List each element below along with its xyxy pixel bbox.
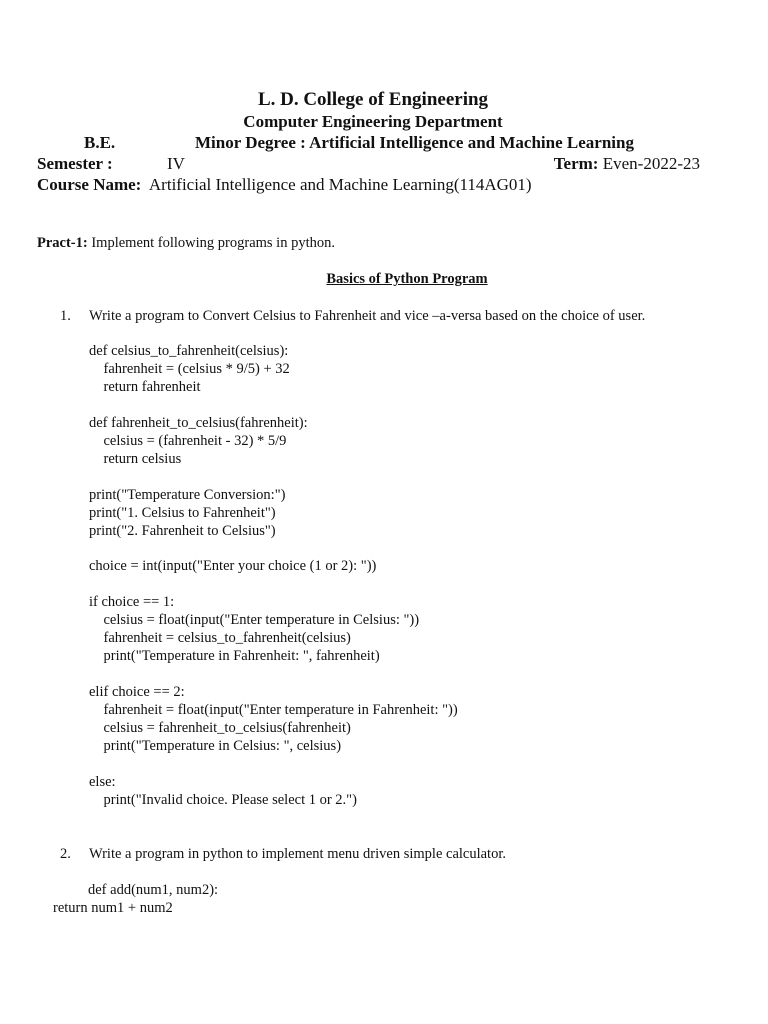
course-row bbox=[37, 175, 532, 195]
question-text: Write a program in python to implement menu driven simple calculator. bbox=[89, 846, 506, 862]
semester-label: Semester : bbox=[37, 154, 113, 173]
code-line: fahrenheit = celsius_to_fahrenheit(celsius) bbox=[89, 630, 351, 646]
term-value: Even-2022-23 bbox=[602, 154, 700, 173]
practical-label: Pract-1: bbox=[37, 235, 88, 251]
code-line: celsius = fahrenheit_to_celsius(fahrenheit) bbox=[89, 720, 351, 736]
question-number: 1. bbox=[60, 308, 71, 324]
code-line: elif choice == 2: bbox=[89, 684, 185, 700]
code-line: print("2. Fahrenheit to Celsius") bbox=[89, 523, 276, 539]
code-line: print("1. Celsius to Fahrenheit") bbox=[89, 505, 276, 521]
practical-line bbox=[37, 235, 335, 252]
code-line: print("Invalid choice. Please select 1 or 2.") bbox=[89, 792, 357, 808]
course-label: Course Name: bbox=[37, 175, 142, 194]
college-title: L. D. College of Engineering bbox=[257, 89, 489, 110]
minor-degree-label: Minor Degree : Artificial Intelligence and Machine Learning bbox=[195, 133, 634, 152]
term-label: Term: bbox=[553, 154, 599, 173]
code-line: print("Temperature in Celsius: ", celsius) bbox=[89, 738, 342, 754]
semester-value: IV bbox=[167, 154, 185, 173]
code-line: celsius = (fahrenheit - 32) * 5/9 bbox=[89, 433, 287, 449]
term-row bbox=[554, 154, 700, 174]
degree-label: B.E. bbox=[84, 133, 116, 152]
code-line: else: bbox=[89, 774, 116, 790]
department-title: Computer Engineering Department bbox=[243, 112, 503, 131]
code-line: print("Temperature Conversion:") bbox=[89, 487, 286, 503]
code-line: return celsius bbox=[89, 451, 182, 467]
code-line: fahrenheit = (celsius * 9/5) + 32 bbox=[89, 361, 290, 377]
practical-text: Implement following programs in python. bbox=[91, 235, 335, 251]
code-line: def add(num1, num2): bbox=[88, 882, 219, 898]
code-line: if choice == 1: bbox=[89, 594, 175, 610]
question-text: Write a program to Convert Celsius to Fahrenheit and vice –a-versa based on the choice of user. bbox=[89, 308, 646, 324]
code-line: fahrenheit = float(input("Enter temperature in Fahrenheit: ")) bbox=[89, 702, 458, 718]
code-line: return num1 + num2 bbox=[53, 900, 173, 916]
code-line: def celsius_to_fahrenheit(celsius): bbox=[89, 343, 289, 359]
code-line: celsius = float(input("Enter temperature in Celsius: ")) bbox=[89, 612, 420, 628]
code-line: def fahrenheit_to_celsius(fahrenheit): bbox=[89, 415, 308, 431]
section-title: Basics of Python Program bbox=[326, 271, 488, 287]
course-value: Artificial Intelligence and Machine Learning(114AG01) bbox=[148, 175, 532, 194]
code-line: choice = int(input("Enter your choice (1 or 2): ")) bbox=[89, 558, 377, 574]
question-number: 2. bbox=[60, 846, 71, 862]
code-line: print("Temperature in Fahrenheit: ", fahrenheit) bbox=[89, 648, 380, 664]
code-line: return fahrenheit bbox=[89, 379, 201, 395]
